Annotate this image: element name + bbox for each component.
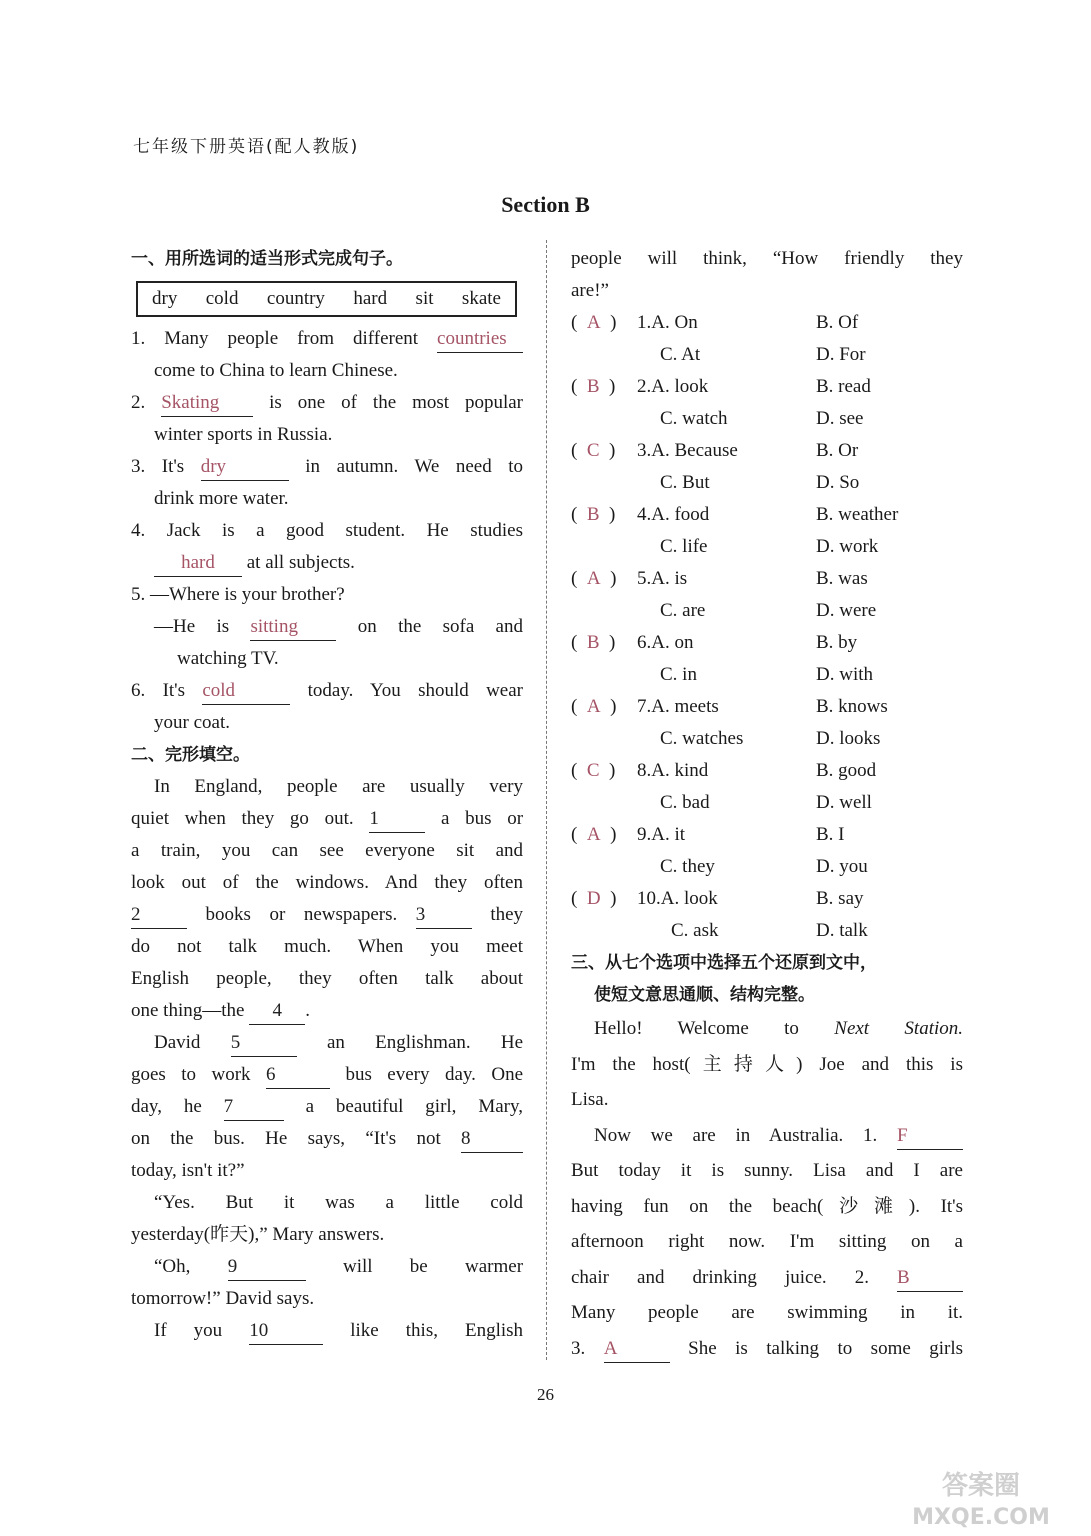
passage-line: yesterday(昨天),” Mary answers. [131, 1224, 385, 1245]
answer-letter: D [586, 888, 601, 909]
option-a: ( B ) 2.A. look [571, 371, 816, 403]
option-row [571, 851, 963, 883]
part2-heading: 二、完形填空。 [131, 745, 250, 765]
cloze-blank: 9 [228, 1254, 306, 1281]
part3-heading-2: 使短文意思通顺、结构完整。 [594, 985, 815, 1005]
part3-heading-1: 三、从七个选项中选择五个还原到文中， [571, 953, 877, 973]
option-row [571, 339, 963, 371]
option-d: D. see [816, 408, 864, 429]
question-number: 10. [637, 888, 661, 909]
option-d: D. work [816, 536, 879, 557]
passage-line: on the bus. He says, “It's not 8 [131, 1123, 523, 1155]
option-c: C. watch [660, 408, 728, 429]
option-c: C. are [660, 600, 706, 621]
option-row [571, 755, 963, 787]
word: country [266, 288, 325, 309]
passage-line: look out of the windows. And they often [131, 872, 523, 893]
option-b: B. good [816, 760, 877, 781]
cloze-blank: 6 [266, 1062, 330, 1089]
option-b: B. I [816, 824, 845, 845]
option-a: ( A ) 5.A. is [571, 563, 816, 595]
right-column [571, 243, 963, 1366]
question-number: 7. [637, 696, 652, 717]
option-c: C. they [660, 856, 715, 877]
passage-line: 3. A She is talking to some girls [571, 1331, 963, 1367]
passage-line: Lisa. [571, 1089, 609, 1110]
option-b: B. Or [816, 440, 859, 461]
passage-line: “Yes. But it was a little cold [154, 1192, 523, 1213]
option-d: D. you [816, 856, 868, 877]
answer-blank: A [604, 1336, 670, 1363]
passage-line: tomorrow!” David says. [131, 1288, 315, 1309]
section-title: Section B [501, 192, 590, 217]
answer-blank: cold [202, 678, 290, 705]
cloze-blank: 1 [369, 806, 425, 833]
option-a: ( B ) 4.A. food [571, 499, 816, 531]
answer-paren: ( C ) [571, 440, 616, 461]
answer-blank: countries [437, 326, 523, 353]
question-number: 6. [637, 632, 652, 653]
option-row [571, 595, 963, 627]
answer-blank: Skating [161, 390, 253, 417]
q5-line3: watching TV. [177, 648, 279, 669]
answer-letter: B [586, 504, 600, 525]
option-b: B. knows [816, 696, 888, 717]
option-a: ( B ) 6.A. on [571, 627, 816, 659]
answer-letter: B [586, 632, 600, 653]
passage-line: Now we are in Australia. 1. F [571, 1118, 963, 1154]
q5-line2: —He is sitting on the sofa and [131, 611, 523, 643]
passage-line: do not talk much. When you meet [131, 936, 523, 957]
question-number: 4. [637, 504, 652, 525]
passage-line: people will think, “How friendly they [571, 248, 963, 269]
option-b: B. Of [816, 312, 859, 333]
passage-line: chair and drinking juice. 2. B [571, 1260, 963, 1296]
svg-text:答案圈: 答案圈 [941, 1471, 1021, 1501]
q2-line1: 2. Skating is one of the most popular [131, 387, 523, 419]
answer-letter: C [586, 440, 600, 461]
option-b: B. by [816, 632, 858, 653]
option-row [571, 499, 963, 531]
q1-line2: come to China to learn Chinese. [154, 360, 398, 381]
option-a: ( C ) 8.A. kind [571, 755, 816, 787]
word: dry [152, 288, 178, 309]
option-c: C. At [660, 344, 701, 365]
option-b: B. say [816, 888, 864, 909]
option-c: C. bad [660, 792, 710, 813]
option-row [571, 691, 963, 723]
option-row [571, 403, 963, 435]
answer-paren: ( B ) [571, 632, 616, 653]
option-d: D. So [816, 472, 860, 493]
q3-line1: 3. It's dry in autumn. We need to [131, 451, 523, 483]
option-row [571, 915, 963, 947]
question-number: 3. [637, 440, 652, 461]
q2-line2: winter sports in Russia. [154, 424, 333, 445]
passage-line: 2 books or newspapers. 3 they [131, 899, 523, 931]
answer-paren: ( D ) [571, 888, 617, 909]
option-b: B. weather [816, 504, 899, 525]
option-c: C. But [660, 472, 710, 493]
passage-line: afternoon right now. I'm sitting on a [571, 1231, 963, 1252]
option-a: ( A ) 1.A. On [571, 307, 816, 339]
option-row [571, 787, 963, 819]
question-number: 5. [637, 568, 652, 589]
option-row [571, 371, 963, 403]
passage-line: day, he 7 a beautiful girl, Mary, [131, 1091, 523, 1123]
watermark-logo [881, 1462, 1081, 1532]
option-c: C. ask [671, 920, 719, 941]
answer-blank: F [897, 1123, 963, 1150]
cloze-blank: 2 [131, 902, 187, 929]
passage-line: English people, they often talk about [131, 968, 523, 989]
passage-line: If you 10 like this, English [131, 1315, 523, 1347]
word: sit [415, 288, 434, 309]
answer-paren: ( B ) [571, 504, 616, 525]
column-divider [546, 240, 547, 1360]
option-d: D. looks [816, 728, 881, 749]
option-row [571, 723, 963, 755]
passage-line: In England, people are usually very [154, 776, 523, 797]
option-b: B. was [816, 568, 868, 589]
question-number: 2. [637, 376, 652, 397]
word: skate [461, 288, 501, 309]
passage-line: David 5 an Englishman. He [131, 1027, 523, 1059]
answer-blank: B [897, 1265, 963, 1292]
option-d: D. For [816, 344, 866, 365]
answer-letter: A [586, 696, 601, 717]
answer-letter: C [586, 760, 600, 781]
option-row [571, 627, 963, 659]
question-number: 8. [637, 760, 652, 781]
option-row [571, 467, 963, 499]
option-a: ( C ) 3.A. Because [571, 435, 816, 467]
option-row [571, 435, 963, 467]
option-a: ( A ) 7.A. meets [571, 691, 816, 723]
part1-heading: 一、用所选词的适当形式完成句子。 [131, 249, 403, 269]
option-d: D. talk [816, 920, 868, 941]
passage-line: quiet when they go out. 1 a bus or [131, 803, 523, 835]
cloze-blank: 8 [461, 1126, 523, 1153]
answer-letter: B [586, 376, 600, 397]
cloze-blank: 5 [231, 1030, 297, 1057]
passage-line: But today it is sunny. Lisa and I are [571, 1160, 963, 1181]
option-row [571, 883, 963, 915]
answer-paren: ( A ) [571, 568, 617, 589]
passage-line: a train, you can see everyone sit and [131, 840, 523, 861]
answer-blank: hard [154, 550, 242, 577]
q4-line1: 4. Jack is a good student. He studies [131, 520, 523, 541]
question-number: 9. [637, 824, 652, 845]
option-c: C. life [660, 536, 708, 557]
cloze-blank: 3 [416, 902, 472, 929]
cloze-blank: 7 [224, 1094, 284, 1121]
word-box [136, 281, 517, 317]
passage-line: goes to work 6 bus every day. One [131, 1059, 523, 1091]
q3-line2: drink more water. [154, 488, 289, 509]
option-row [571, 819, 963, 851]
q4-line2: hard at all subjects. [131, 547, 523, 579]
cloze-blank: 10 [249, 1318, 323, 1345]
option-row [571, 563, 963, 595]
answer-letter: A [586, 568, 601, 589]
part3-passage [571, 1011, 963, 1366]
option-row [571, 531, 963, 563]
option-d: D. with [816, 664, 873, 685]
option-row [571, 659, 963, 691]
cloze-blank: 4 [249, 998, 305, 1025]
question-number: 1. [637, 312, 652, 333]
passage-line: I'm the host(主持人) Joe and this is [571, 1053, 963, 1075]
passage-line: “Oh, 9 will be warmer [131, 1251, 523, 1283]
option-row [571, 307, 963, 339]
book-header: 七年级下册英语(配人教版) [133, 137, 360, 157]
answer-blank: sitting [250, 614, 336, 641]
option-b: B. read [816, 376, 871, 397]
word: cold [205, 288, 239, 309]
answer-paren: ( B ) [571, 376, 616, 397]
passage-line: Hello! Welcome to Next Station. [594, 1018, 964, 1039]
option-d: D. were [816, 600, 877, 621]
answer-letter: A [586, 824, 601, 845]
option-d: D. well [816, 792, 872, 813]
passage-line: are!” [571, 280, 609, 301]
page-number: 26 [537, 1385, 554, 1404]
answer-letter: A [586, 312, 601, 333]
passage-line: one thing—the 4 . [131, 995, 523, 1027]
answer-paren: ( C ) [571, 760, 616, 781]
answer-blank: dry [201, 454, 289, 481]
passage-line: having fun on the beach(沙滩). It's [571, 1195, 963, 1217]
word: hard [353, 288, 388, 309]
passage-line: Many people are swimming in it. [571, 1302, 963, 1323]
passage-line: today, isn't it?” [131, 1160, 245, 1181]
left-column [131, 243, 523, 1347]
option-c: C. watches [660, 728, 744, 749]
option-a: ( D ) 10.A. look [571, 883, 816, 915]
q6-line1: 6. It's cold today. You should wear [131, 675, 523, 707]
option-a: ( A ) 9.A. it [571, 819, 816, 851]
answer-paren: ( A ) [571, 696, 617, 717]
cloze-options [571, 307, 963, 947]
q6-line2: your coat. [154, 712, 230, 733]
answer-paren: ( A ) [571, 824, 617, 845]
answer-paren: ( A ) [571, 312, 617, 333]
svg-text:MXQE.COM: MXQE.COM [912, 1505, 1050, 1530]
q5-line1: 5. —Where is your brother? [131, 584, 345, 605]
option-c: C. in [660, 664, 697, 685]
q1-line1: 1. Many people from different countries [131, 323, 523, 355]
